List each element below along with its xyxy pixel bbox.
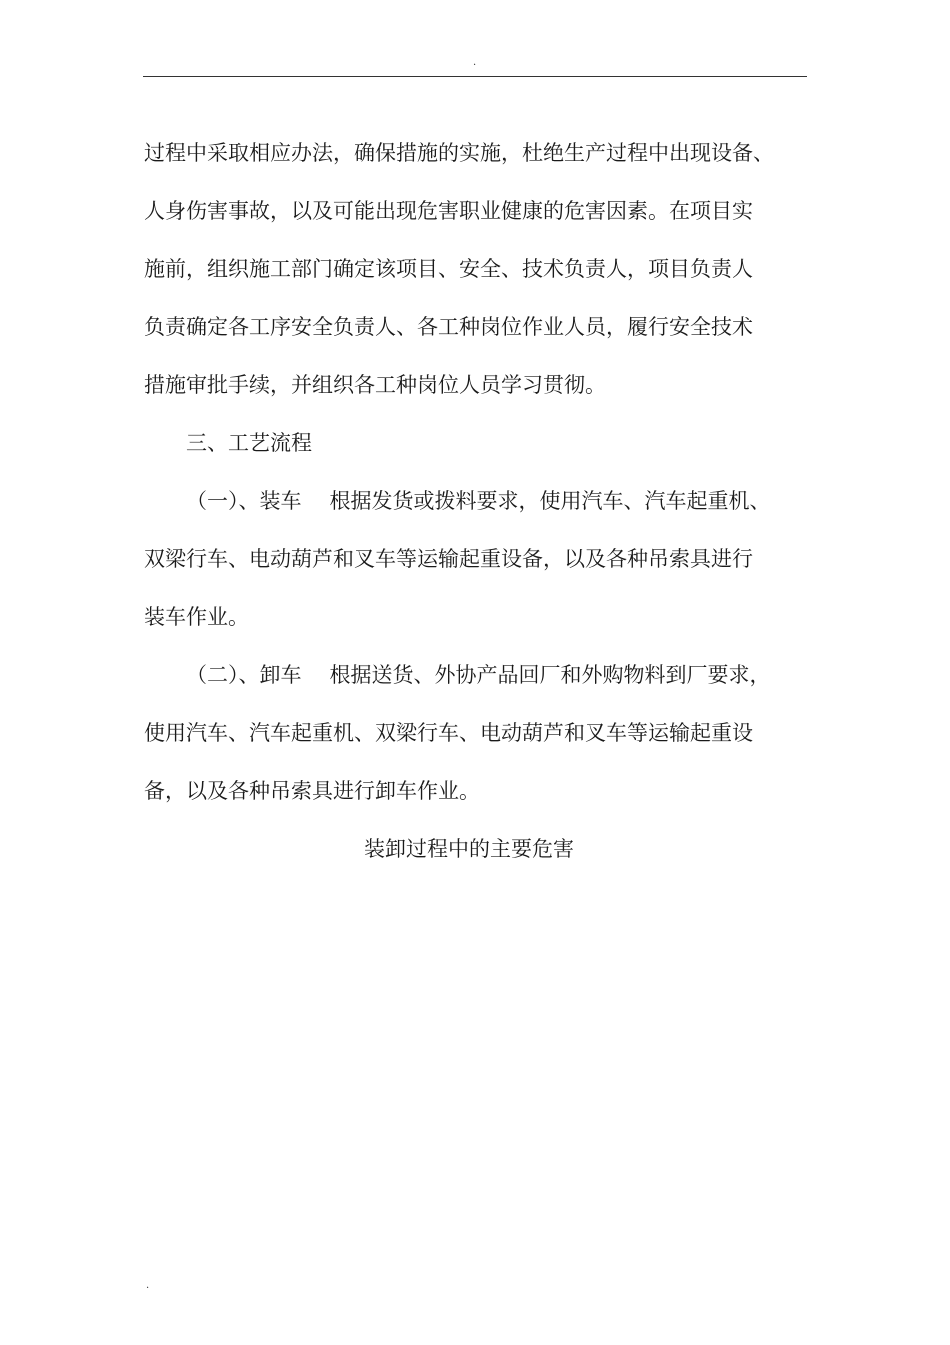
paragraph-line: 措施审批手续，并组织各工种岗位人员学习贯彻。 — [144, 373, 606, 397]
document-body — [144, 124, 784, 878]
section-title: 装卸过程中的主要危害 — [364, 837, 574, 861]
footer-mark: . — [146, 1280, 150, 1291]
item-text: 根据送货、外协产品回厂和外购物料到厂要求， — [329, 663, 771, 687]
paragraph-line: 装车作业。 — [144, 605, 249, 629]
paragraph-line: 负责确定各工序安全负责人、各工种岗位作业人员，履行安全技术 — [144, 315, 753, 339]
paragraph-line: 人身伤害事故，以及可能出现危害职业健康的危害因素。在项目实 — [144, 199, 753, 223]
paragraph-line: 使用汽车、汽车起重机、双梁行车、电动葫芦和叉车等运输起重设 — [144, 721, 753, 745]
paragraph-line: 双梁行车、电动葫芦和叉车等运输起重设备，以及各种吊索具进行 — [144, 547, 753, 571]
item-label: （一）、装车 — [186, 489, 302, 513]
item-label: （二）、卸车 — [186, 663, 302, 687]
paragraph-line: 备，以及各种吊索具进行卸车作业。 — [144, 779, 480, 803]
header-mark: . — [473, 57, 477, 68]
paragraph-line: 过程中采取相应办法，确保措施的实施，杜绝生产过程中出现设备、 — [144, 141, 774, 165]
item-first-line — [144, 472, 784, 530]
paragraph-line: 施前，组织施工部门确定该项目、安全、技术负责人，项目负责人 — [144, 257, 753, 281]
header-rule — [143, 76, 807, 77]
item-first-line — [144, 646, 784, 704]
item-text: 根据发货或拨料要求，使用汽车、汽车起重机、 — [329, 489, 771, 513]
section-heading: 三、工艺流程 — [186, 431, 312, 455]
